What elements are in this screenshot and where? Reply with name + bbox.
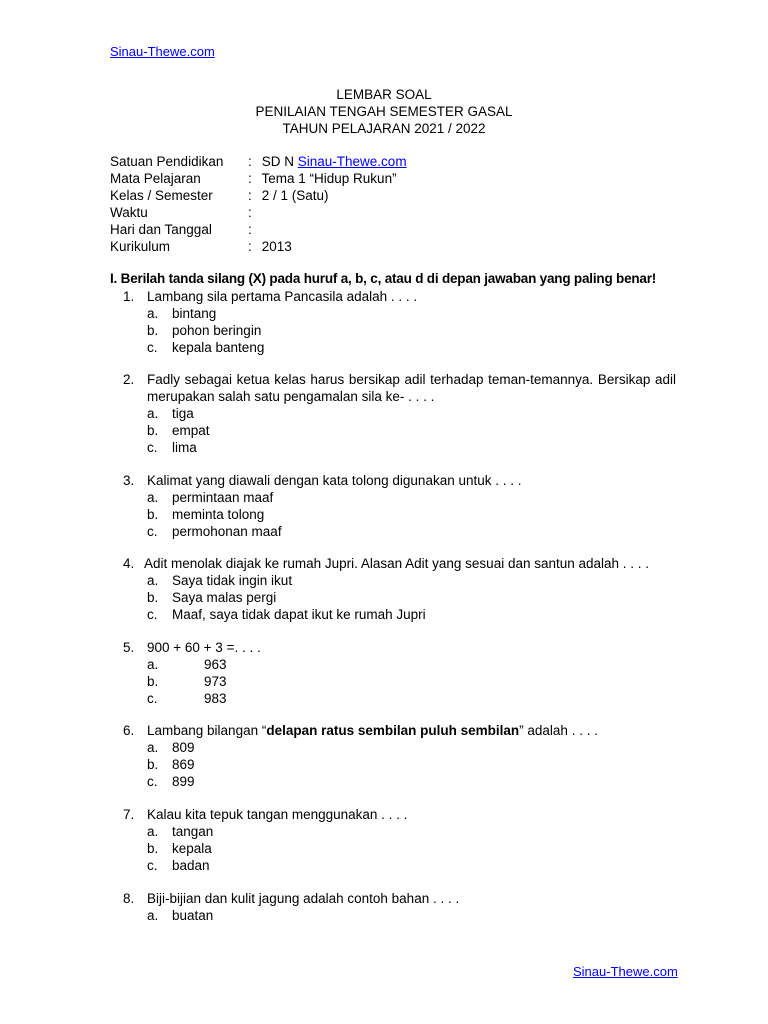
option-text: 809 <box>172 740 195 755</box>
title-line-2: PENILAIAN TENGAH SEMESTER GASAL <box>255 104 513 119</box>
option-text: tiga <box>172 406 194 421</box>
option-letter: b. <box>147 841 159 856</box>
question-text: Lambang sila pertama Pancasila adalah . . . . <box>147 289 418 304</box>
info-colon: : <box>248 188 252 203</box>
option <box>110 823 676 840</box>
option-letter: c. <box>147 440 158 455</box>
info-label: Kelas / Semester <box>110 188 213 203</box>
option <box>110 523 676 540</box>
option-letter: b. <box>147 757 159 772</box>
question-number: 7. <box>123 807 135 822</box>
option <box>110 305 676 322</box>
option-letter: a. <box>147 406 159 421</box>
option <box>110 756 676 773</box>
option-text: permintaan maaf <box>172 490 274 505</box>
question-4 <box>110 555 676 623</box>
option <box>110 907 676 924</box>
title-line-3: TAHUN PELAJARAN 2021 / 2022 <box>282 121 486 136</box>
option-letter: a. <box>147 908 159 923</box>
question-text <box>147 722 676 739</box>
question-number: 1. <box>123 289 135 304</box>
info-row-hari <box>110 221 407 238</box>
option-text: buatan <box>172 908 214 923</box>
option-letter: c. <box>147 607 158 622</box>
option-text: tangan <box>172 824 214 839</box>
option-text: kepala <box>172 841 212 856</box>
option <box>110 339 676 356</box>
info-value: Tema 1 “Hidup Rukun” <box>258 171 397 186</box>
option <box>110 405 676 422</box>
question-text: Kalimat yang diawali dengan kata tolong digunakan untuk . . . . <box>147 473 522 488</box>
option-letter: b. <box>147 674 159 689</box>
info-row-kurikulum <box>110 238 407 255</box>
option-letter: b. <box>147 423 159 438</box>
option <box>110 439 676 456</box>
info-colon: : <box>248 239 252 254</box>
question-3 <box>110 472 676 540</box>
school-site-link[interactable]: Sinau-Thewe.com <box>297 154 407 169</box>
option-text: kepala banteng <box>172 340 265 355</box>
option-letter: a. <box>147 740 159 755</box>
option <box>110 840 676 857</box>
option-text: badan <box>172 858 210 873</box>
question-5 <box>110 639 676 707</box>
title-line-1: LEMBAR SOAL <box>336 87 432 102</box>
question-number: 5. <box>123 640 135 655</box>
option-letter: c. <box>147 858 158 873</box>
option <box>110 606 676 623</box>
question-number: 6. <box>123 723 135 738</box>
option-text: Saya tidak ingin ikut <box>172 573 293 588</box>
question-7 <box>110 806 676 874</box>
question-text-after: ” adalah . . . . <box>519 723 598 738</box>
section-instruction: I. Berilah tanda silang (X) pada huruf a, b, c, atau d di depan jawaban yang paling benar! <box>110 271 657 286</box>
question-6 <box>110 722 676 790</box>
option-letter: c. <box>147 774 158 789</box>
question-8 <box>110 890 676 924</box>
info-row-kelas <box>110 187 407 204</box>
info-value: 2 / 1 (Satu) <box>258 188 329 203</box>
option-letter: a. <box>147 657 159 672</box>
info-colon: : <box>248 171 252 186</box>
option-text: permohonan maaf <box>172 524 282 539</box>
question-text-continued: merupakan salah satu pengamalan sila ke- . . . . <box>147 389 435 404</box>
info-value <box>258 153 407 170</box>
info-table <box>110 153 407 255</box>
question-text: Fadly sebagai ketua kelas harus bersikap adil terhadap teman-temannya. Bersikap adil <box>147 372 676 387</box>
question-2 <box>110 371 676 456</box>
option-text: 973 <box>204 674 227 689</box>
option-text: bintang <box>172 306 217 321</box>
option-text: Saya malas pergi <box>172 590 277 605</box>
question-1 <box>110 288 676 356</box>
option-text: 869 <box>172 757 195 772</box>
info-row-satuan <box>110 153 407 170</box>
info-colon: : <box>248 205 252 220</box>
question-number: 4. <box>123 556 135 571</box>
option-text: Maaf, saya tidak dapat ikut ke rumah Jupri <box>172 607 426 622</box>
option-letter: a. <box>147 490 159 505</box>
question-text: Biji-bijian dan kulit jagung adalah contoh bahan . . . . <box>147 891 460 906</box>
info-label: Satuan Pendidikan <box>110 154 224 169</box>
footer-site-link[interactable]: Sinau-Thewe.com <box>573 964 678 979</box>
option <box>110 773 676 790</box>
option-letter: b. <box>147 590 159 605</box>
option <box>110 857 676 874</box>
option <box>110 656 676 673</box>
option <box>110 690 676 707</box>
option-text: 983 <box>204 691 227 706</box>
option-letter: c. <box>147 691 158 706</box>
info-label: Mata Pelajaran <box>110 171 201 186</box>
option-text: meminta tolong <box>172 507 265 522</box>
question-text: 900 + 60 + 3 =. . . . <box>147 640 261 655</box>
info-row-waktu <box>110 204 407 221</box>
option <box>110 572 676 589</box>
option-text: 963 <box>204 657 227 672</box>
info-label: Hari dan Tanggal <box>110 222 212 237</box>
question-number: 3. <box>123 473 135 488</box>
option-letter: b. <box>147 323 159 338</box>
document-title <box>0 86 768 137</box>
option-letter: b. <box>147 507 159 522</box>
info-value-prefix: SD N <box>258 154 298 169</box>
option-letter: a. <box>147 824 159 839</box>
option <box>110 422 676 439</box>
option-text: 899 <box>172 774 195 789</box>
option-text: lima <box>172 440 197 455</box>
option <box>110 673 676 690</box>
option-letter: a. <box>147 306 159 321</box>
option <box>110 739 676 756</box>
info-value: 2013 <box>258 239 292 254</box>
option <box>110 322 676 339</box>
question-number: 2. <box>123 372 135 387</box>
info-colon: : <box>248 222 252 237</box>
option <box>110 506 676 523</box>
info-label: Kurikulum <box>110 239 171 254</box>
option-text: empat <box>172 423 210 438</box>
option-letter: a. <box>147 573 159 588</box>
info-row-mapel <box>110 170 407 187</box>
question-text-before: Lambang bilangan “ <box>147 723 267 738</box>
header-site-link[interactable]: Sinau-Thewe.com <box>110 44 215 59</box>
info-label: Waktu <box>110 205 148 220</box>
info-colon: : <box>248 154 252 169</box>
option-letter: c. <box>147 524 158 539</box>
option-text: pohon beringin <box>172 323 262 338</box>
question-number: 8. <box>123 891 135 906</box>
question-text-bold: delapan ratus sembilan puluh sembilan <box>266 723 520 738</box>
option-letter: c. <box>147 340 158 355</box>
option <box>110 589 676 606</box>
question-text: Kalau kita tepuk tangan menggunakan . . . . <box>147 807 408 822</box>
option <box>110 489 676 506</box>
question-text: Adit menolak diajak ke rumah Jupri. Alasan Adit yang sesuai dan santun adalah . . . . <box>144 556 650 571</box>
